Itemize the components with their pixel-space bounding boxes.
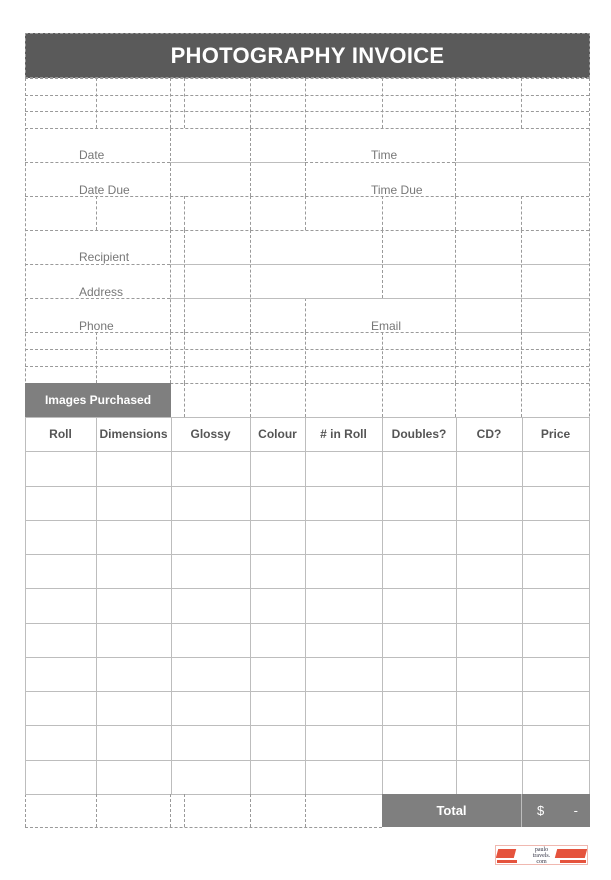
column-header-colour: Colour bbox=[258, 427, 297, 441]
grid-line bbox=[96, 332, 97, 383]
column-header-dimensions: Dimensions bbox=[99, 427, 168, 441]
recipient-field[interactable] bbox=[171, 230, 589, 264]
table-cell[interactable] bbox=[382, 486, 456, 520]
phone-field[interactable] bbox=[171, 298, 305, 332]
logo-line1: paulo bbox=[534, 847, 549, 853]
total-row bbox=[382, 794, 590, 827]
time-due-label: Time Due bbox=[371, 183, 423, 197]
grid-line bbox=[184, 794, 185, 827]
total-divider bbox=[521, 794, 522, 827]
table-cell[interactable] bbox=[250, 760, 305, 794]
grid-line bbox=[25, 366, 589, 367]
table-cell[interactable] bbox=[25, 623, 96, 657]
table-cell[interactable] bbox=[522, 657, 589, 691]
recipient-label: Recipient bbox=[79, 250, 130, 264]
table-cell[interactable] bbox=[305, 760, 382, 794]
grid-line bbox=[25, 349, 589, 350]
invoice-title: PHOTOGRAPHY INVOICE bbox=[25, 33, 590, 78]
grid-line bbox=[305, 298, 306, 332]
table-cell[interactable] bbox=[171, 760, 250, 794]
table-cell[interactable] bbox=[456, 623, 522, 657]
table-cell[interactable] bbox=[305, 691, 382, 725]
table-cell[interactable] bbox=[456, 486, 522, 520]
table-cell[interactable] bbox=[250, 691, 305, 725]
logo-line3: com bbox=[536, 859, 547, 865]
table-cell[interactable] bbox=[250, 520, 305, 554]
grid-line bbox=[521, 196, 522, 230]
grid-line bbox=[521, 332, 522, 383]
grid-line bbox=[170, 332, 171, 383]
table-cell[interactable] bbox=[522, 588, 589, 623]
table-cell[interactable] bbox=[305, 520, 382, 554]
table-cell[interactable] bbox=[25, 520, 96, 554]
images-purchased-header: Images Purchased bbox=[25, 383, 171, 417]
grid-line bbox=[305, 794, 306, 827]
email-field[interactable] bbox=[456, 298, 589, 332]
table-cell[interactable] bbox=[382, 725, 456, 760]
grid-line bbox=[382, 383, 383, 417]
date-due-label: Date Due bbox=[79, 183, 130, 197]
total-currency: $ bbox=[537, 803, 545, 818]
paulo-travels-logo bbox=[495, 845, 588, 865]
grid-line bbox=[455, 78, 456, 128]
table-cell[interactable] bbox=[382, 451, 456, 486]
time-due-field[interactable] bbox=[456, 162, 589, 196]
table-cell[interactable] bbox=[305, 657, 382, 691]
grid-line bbox=[455, 332, 456, 383]
grid-line bbox=[305, 162, 455, 163]
column-header-glossy: Glossy bbox=[190, 427, 231, 441]
grid-line bbox=[521, 383, 522, 417]
logo-text bbox=[496, 846, 587, 865]
grid-line bbox=[250, 196, 251, 230]
table-cell[interactable] bbox=[250, 657, 305, 691]
column-header-cd: CD? bbox=[476, 427, 502, 441]
table-cell[interactable] bbox=[171, 588, 250, 623]
column-header-doubles: Doubles? bbox=[391, 427, 447, 441]
table-cell[interactable] bbox=[250, 588, 305, 623]
table-cell[interactable] bbox=[305, 451, 382, 486]
table-cell[interactable] bbox=[456, 588, 522, 623]
table-cell[interactable] bbox=[522, 691, 589, 725]
address-label: Address bbox=[79, 285, 124, 299]
date-due-field[interactable] bbox=[171, 162, 305, 196]
table-cell[interactable] bbox=[522, 520, 589, 554]
table-cell[interactable] bbox=[522, 451, 589, 486]
grid-line bbox=[25, 95, 589, 96]
table-cell[interactable] bbox=[456, 657, 522, 691]
grid-line bbox=[250, 332, 251, 383]
table-cell[interactable] bbox=[171, 554, 250, 588]
date-field[interactable] bbox=[171, 128, 305, 162]
table-cell[interactable] bbox=[250, 451, 305, 486]
table-cell[interactable] bbox=[456, 451, 522, 486]
date-label: Date bbox=[79, 148, 105, 162]
table-cell[interactable] bbox=[96, 554, 171, 588]
table-cell[interactable] bbox=[25, 657, 96, 691]
address-field[interactable] bbox=[171, 264, 589, 298]
table-cell[interactable] bbox=[456, 520, 522, 554]
table-cell[interactable] bbox=[522, 760, 589, 794]
table-cell[interactable] bbox=[250, 486, 305, 520]
table-cell[interactable] bbox=[382, 760, 456, 794]
table-cell[interactable] bbox=[25, 760, 96, 794]
grid-line bbox=[184, 332, 185, 383]
grid-line bbox=[170, 78, 171, 128]
table-cell[interactable] bbox=[305, 623, 382, 657]
grid-line bbox=[170, 196, 171, 230]
table-cell[interactable] bbox=[456, 760, 522, 794]
table-cell[interactable] bbox=[96, 691, 171, 725]
grid-line bbox=[382, 196, 383, 230]
grid-line bbox=[25, 264, 170, 265]
grid-line bbox=[521, 78, 522, 128]
table-cell[interactable] bbox=[522, 554, 589, 588]
table-cell[interactable] bbox=[96, 486, 171, 520]
phone-label: Phone bbox=[79, 319, 114, 333]
table-cell[interactable] bbox=[522, 725, 589, 760]
grid-line bbox=[305, 196, 306, 230]
grid-line bbox=[96, 78, 97, 128]
grid-line bbox=[170, 794, 171, 827]
table-cell[interactable] bbox=[305, 486, 382, 520]
table-cell[interactable] bbox=[382, 623, 456, 657]
table-cell[interactable] bbox=[250, 623, 305, 657]
grid-line bbox=[455, 196, 456, 230]
grid-line bbox=[184, 196, 185, 230]
table-cell[interactable] bbox=[382, 520, 456, 554]
table-cell[interactable] bbox=[96, 451, 171, 486]
table-cell[interactable] bbox=[96, 657, 171, 691]
grid-line bbox=[25, 827, 382, 828]
table-cell[interactable] bbox=[382, 657, 456, 691]
total-label: Total bbox=[436, 803, 467, 818]
table-cell[interactable] bbox=[382, 691, 456, 725]
time-label: Time bbox=[371, 148, 398, 162]
table-cell[interactable] bbox=[25, 486, 96, 520]
grid-line bbox=[305, 332, 306, 383]
table-cell[interactable] bbox=[96, 623, 171, 657]
table-cell[interactable] bbox=[171, 623, 250, 657]
table-cell[interactable] bbox=[171, 657, 250, 691]
column-header-roll: Roll bbox=[49, 427, 72, 441]
grid-line bbox=[305, 383, 306, 417]
grid-line bbox=[382, 78, 383, 128]
email-label: Email bbox=[371, 319, 402, 333]
table-cell[interactable] bbox=[522, 486, 589, 520]
grid-line bbox=[589, 417, 590, 794]
table-cell[interactable] bbox=[305, 554, 382, 588]
table-cell[interactable] bbox=[96, 588, 171, 623]
logo-line2: travels. bbox=[532, 853, 551, 859]
column-header-price: Price bbox=[540, 427, 571, 441]
table-cell[interactable] bbox=[96, 725, 171, 760]
time-field[interactable] bbox=[456, 128, 589, 162]
table-cell[interactable] bbox=[96, 760, 171, 794]
table-cell[interactable] bbox=[171, 520, 250, 554]
table-cell[interactable] bbox=[96, 520, 171, 554]
table-cell[interactable] bbox=[522, 623, 589, 657]
table-cell[interactable] bbox=[171, 451, 250, 486]
grid-line bbox=[25, 162, 170, 163]
table-cell[interactable] bbox=[25, 588, 96, 623]
table-cell[interactable] bbox=[382, 588, 456, 623]
grid-line bbox=[25, 78, 589, 79]
grid-line bbox=[184, 383, 185, 417]
table-cell[interactable] bbox=[25, 451, 96, 486]
grid-line bbox=[25, 111, 589, 112]
table-cell[interactable] bbox=[25, 554, 96, 588]
table-cell[interactable] bbox=[171, 486, 250, 520]
table-cell[interactable] bbox=[25, 725, 96, 760]
table-cell[interactable] bbox=[456, 725, 522, 760]
table-cell[interactable] bbox=[305, 588, 382, 623]
grid-line bbox=[455, 332, 589, 333]
grid-line bbox=[382, 332, 383, 383]
grid-line bbox=[455, 383, 456, 417]
grid-line bbox=[96, 794, 97, 827]
grid-line bbox=[305, 78, 306, 128]
grid-line bbox=[184, 78, 185, 128]
grid-line bbox=[250, 78, 251, 128]
column-header-in-roll: # in Roll bbox=[320, 427, 367, 441]
table-cell[interactable] bbox=[250, 554, 305, 588]
table-cell[interactable] bbox=[456, 554, 522, 588]
table-cell[interactable] bbox=[25, 691, 96, 725]
table-cell[interactable] bbox=[250, 725, 305, 760]
grid-line bbox=[250, 383, 251, 417]
grid-line bbox=[96, 196, 97, 230]
total-value: - bbox=[573, 803, 578, 818]
table-cell[interactable] bbox=[171, 725, 250, 760]
table-cell[interactable] bbox=[171, 691, 250, 725]
table-cell[interactable] bbox=[305, 725, 382, 760]
table-cell[interactable] bbox=[456, 691, 522, 725]
grid-line bbox=[250, 794, 251, 827]
table-cell[interactable] bbox=[382, 554, 456, 588]
